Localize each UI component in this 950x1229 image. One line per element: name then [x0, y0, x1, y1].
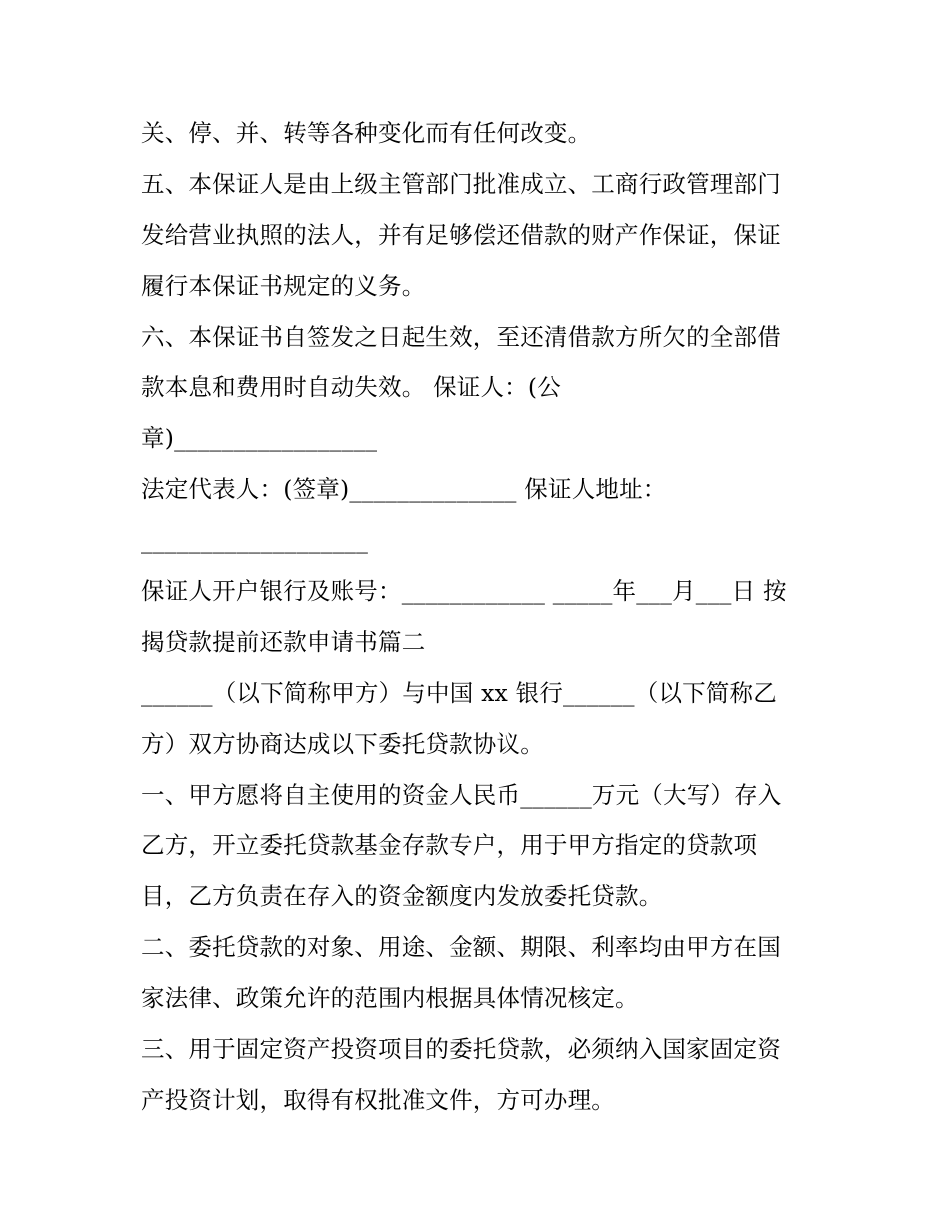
text-line: 二、委托贷款的对象、用途、金额、期限、利率均由甲方在国	[141, 933, 781, 962]
text-line: 保证人开户银行及账号：____________ _____年___月___日 按	[141, 577, 787, 606]
text-line: 款本息和费用时自动失效。 保证人：(公	[141, 373, 561, 402]
text-line: 产投资计划，取得有权批准文件，方可办理。	[141, 1085, 615, 1114]
text-line: ___________________	[141, 526, 369, 555]
text-line: 关、停、并、转等各种变化而有任何改变。	[141, 119, 592, 147]
document-body	[141, 108, 821, 1126]
text-line: 五、本保证人是由上级主管部门批准成立、工商行政管理部门	[141, 169, 781, 198]
text-line: 法定代表人：(签章)______________ 保证人地址：	[141, 475, 667, 504]
text-line: 发给营业执照的法人，并有足够偿还借款的财产作保证，保证	[141, 220, 781, 249]
text-line: 方）双方协商达成以下委托贷款协议。	[141, 729, 544, 758]
text-line: 目，乙方负责在存入的资金额度内发放委托贷款。	[141, 882, 663, 911]
text-line: 家法律、政策允许的范围内根据具体情况核定。	[141, 984, 639, 1013]
text-line: 一、甲方愿将自主使用的资金人民币______万元（大写）存入	[141, 780, 782, 809]
text-line: 乙方，开立委托贷款基金存款专户，用于甲方指定的贷款项	[141, 831, 758, 860]
text-line: 章)_________________	[141, 424, 378, 453]
text-line: 六、本保证书自签发之日起生效，至还清借款方所欠的全部借	[141, 322, 781, 351]
section-heading: 揭贷款提前还款申请书篇二	[141, 627, 426, 656]
text-line: ______（以下简称甲方）与中国 xx 银行______（以下简称乙	[141, 678, 777, 707]
text-line: 履行本保证书规定的义务。	[141, 271, 426, 300]
text-line: 三、用于固定资产投资项目的委托贷款，必须纳入国家固定资	[141, 1035, 781, 1064]
